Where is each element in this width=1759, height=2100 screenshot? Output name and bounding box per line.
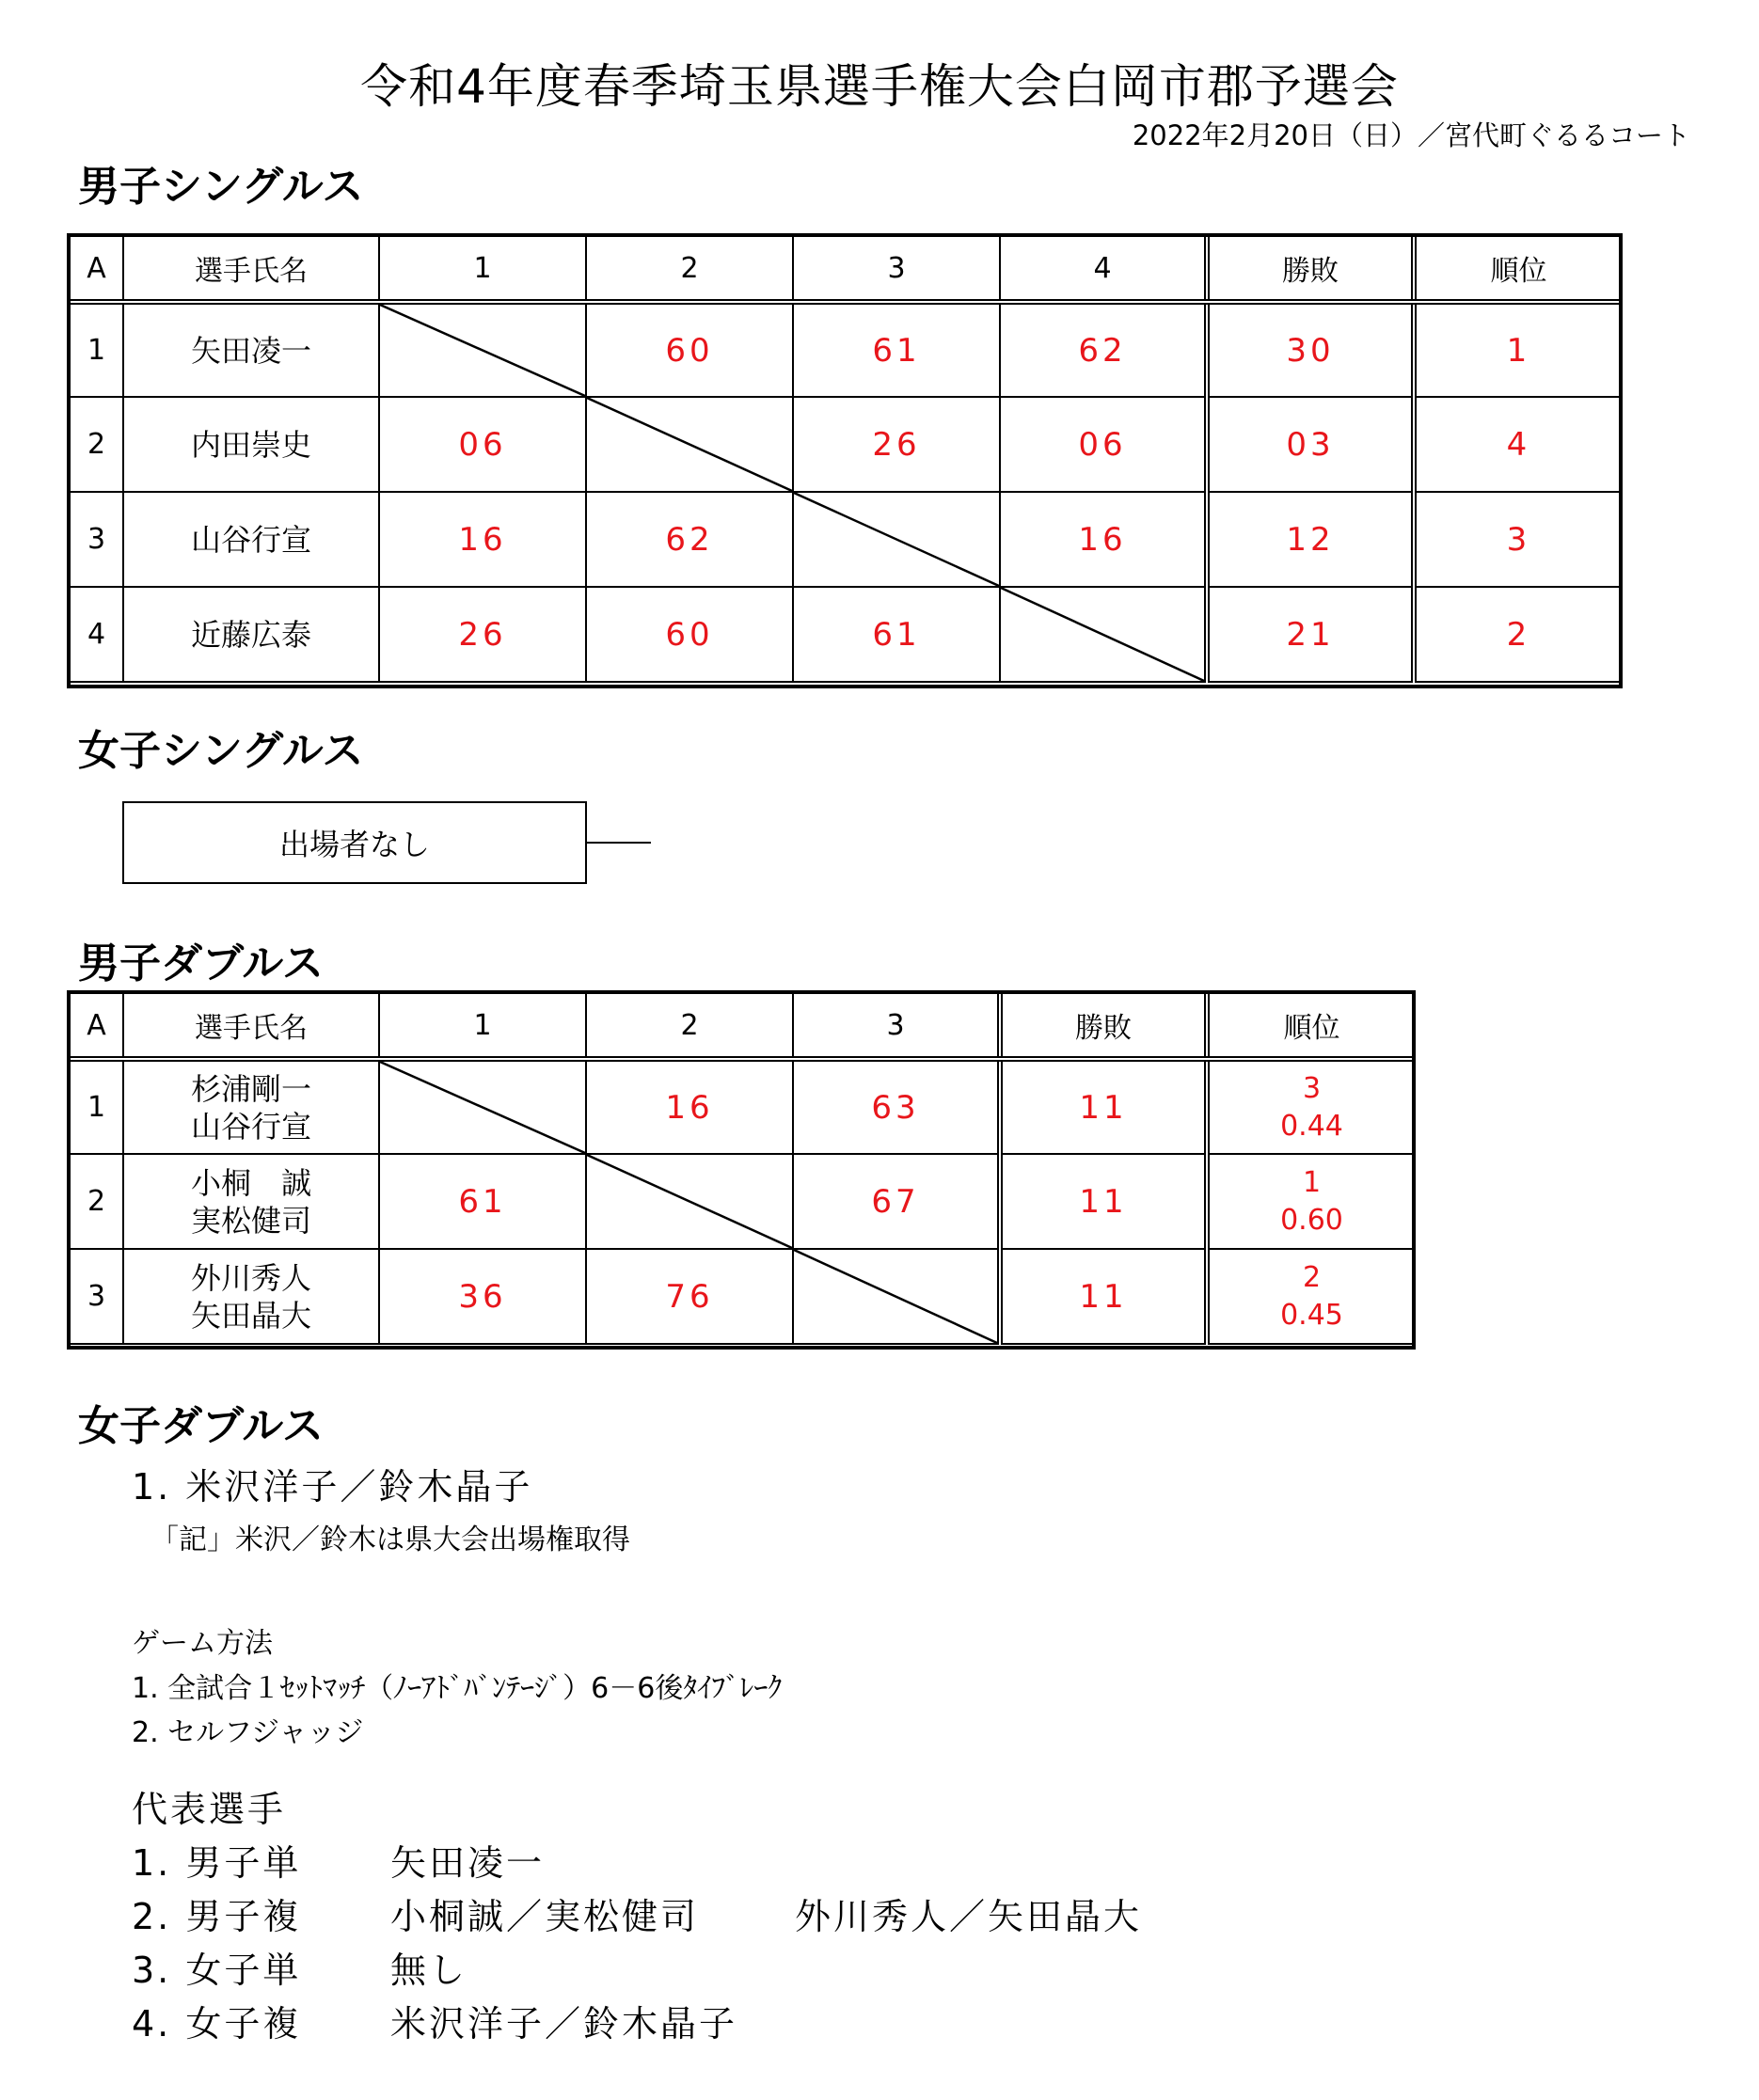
table-row <box>70 1059 1415 1154</box>
table-row <box>70 492 1622 587</box>
score-cell: 36 <box>379 1249 586 1344</box>
score-cell: 62 <box>586 492 793 587</box>
player-name: 実松健司 <box>190 1202 311 1239</box>
womens-singles-heading: 女子シングルス <box>78 727 364 775</box>
diagonal-cell <box>793 1249 1000 1344</box>
pair-names <box>123 1059 379 1154</box>
diagonal-cell <box>793 492 1000 587</box>
representative-value: 無し <box>390 1950 468 1991</box>
representatives-heading: 代表選手 <box>132 1789 287 1830</box>
diagonal-cell <box>379 302 586 397</box>
diagonal-cell <box>379 1059 586 1154</box>
diagonal-cell <box>586 1154 793 1249</box>
mens-singles-table <box>69 235 1623 683</box>
pair-names <box>123 1249 379 1344</box>
table-row <box>70 302 1622 397</box>
table-header-row <box>70 993 1415 1059</box>
win-loss-cell: 11 <box>1000 1059 1207 1154</box>
rank-cell <box>1207 1249 1415 1344</box>
row-number: 1 <box>70 302 123 397</box>
win-loss-cell: 12 <box>1207 492 1414 587</box>
player-name: 杉浦剛一 <box>190 1070 311 1107</box>
score-cell: 61 <box>379 1154 586 1249</box>
rank-value: 1 <box>1302 1165 1322 1199</box>
date-venue: 2022年2月20日（日）／宮代町ぐるるコート <box>1132 119 1690 151</box>
representative-label: 4. 女子複 <box>132 2003 302 2045</box>
rank-cell <box>1207 1154 1415 1249</box>
rank-ratio: 0.45 <box>1280 1298 1343 1332</box>
header-cell: 勝敗 <box>1000 993 1207 1059</box>
table-row <box>70 587 1622 682</box>
mens-singles-heading: 男子シングルス <box>78 163 364 211</box>
row-number: 2 <box>70 397 123 492</box>
rank-cell: 4 <box>1414 397 1622 492</box>
header-cell: 2 <box>586 993 793 1059</box>
womens-doubles-note: 「記」米沢／鈴木は県大会出場権取得 <box>151 1524 630 1556</box>
table-header-row <box>70 236 1622 302</box>
header-cell: 順位 <box>1207 993 1415 1059</box>
score-cell: 76 <box>586 1249 793 1344</box>
pair-names <box>123 1154 379 1249</box>
header-cell: 選手氏名 <box>123 236 379 302</box>
score-cell: 61 <box>793 302 1000 397</box>
game-method-item: 2. セルフジャッジ <box>132 1716 364 1749</box>
representative-label: 2. 男子複 <box>132 1896 302 1937</box>
rank-ratio: 0.44 <box>1280 1109 1343 1143</box>
rank-value: 2 <box>1302 1260 1322 1294</box>
player-name: 矢田凌一 <box>123 302 379 397</box>
win-loss-cell: 11 <box>1000 1249 1207 1344</box>
win-loss-cell: 30 <box>1207 302 1414 397</box>
representative-label: 3. 女子単 <box>132 1950 302 1991</box>
score-cell: 06 <box>1000 397 1207 492</box>
header-cell: A <box>70 993 123 1059</box>
rank-cell: 3 <box>1414 492 1622 587</box>
page-title: 令和4年度春季埼玉県選手権大会白岡市郡予選会 <box>360 59 1399 114</box>
score-cell: 60 <box>586 302 793 397</box>
player-name: 山谷行宣 <box>190 1108 311 1145</box>
rank-value: 3 <box>1302 1071 1322 1105</box>
header-cell: 3 <box>793 993 1000 1059</box>
representative-label: 1. 男子単 <box>132 1842 302 1884</box>
representative-value: 小桐誠／実松健司 <box>390 1896 700 1937</box>
no-entrants-box: 出場者なし <box>122 801 587 884</box>
mens-doubles-table <box>69 992 1416 1345</box>
win-loss-cell: 11 <box>1000 1154 1207 1249</box>
header-cell: 4 <box>1000 236 1207 302</box>
score-cell: 60 <box>586 587 793 682</box>
player-name: 小桐 誠 <box>190 1164 311 1201</box>
row-number: 4 <box>70 587 123 682</box>
player-name: 近藤広泰 <box>123 587 379 682</box>
player-name: 矢田晶大 <box>190 1297 311 1334</box>
womens-doubles-heading: 女子ダブルス <box>78 1402 324 1450</box>
row-number: 3 <box>70 1249 123 1344</box>
score-cell: 61 <box>793 587 1000 682</box>
score-cell: 26 <box>793 397 1000 492</box>
header-cell: 2 <box>586 236 793 302</box>
row-number: 3 <box>70 492 123 587</box>
rank-cell <box>1207 1059 1415 1154</box>
diagonal-cell <box>586 397 793 492</box>
header-cell: 勝敗 <box>1207 236 1414 302</box>
header-cell: 順位 <box>1414 236 1622 302</box>
rank-cell: 2 <box>1414 587 1622 682</box>
win-loss-cell: 03 <box>1207 397 1414 492</box>
player-name: 外川秀人 <box>190 1259 311 1296</box>
table-row <box>70 1154 1415 1249</box>
header-cell: 選手氏名 <box>123 993 379 1059</box>
rank-ratio: 0.60 <box>1280 1203 1343 1237</box>
row-number: 2 <box>70 1154 123 1249</box>
bracket-line <box>587 842 651 844</box>
score-cell: 16 <box>1000 492 1207 587</box>
game-method-item: 1. 全試合１ｾｯﾄﾏｯﾁ（ﾉｰｱﾄﾞﾊﾞﾝﾃｰｼﾞ）6－6後ﾀｲﾌﾞﾚｰｸ <box>132 1672 783 1705</box>
score-cell: 67 <box>793 1154 1000 1249</box>
player-name: 山谷行宣 <box>123 492 379 587</box>
diagonal-cell <box>1000 587 1207 682</box>
header-cell: 1 <box>379 236 586 302</box>
womens-doubles-result: 1. 米沢洋子／鈴木晶子 <box>132 1466 533 1508</box>
mens-doubles-heading: 男子ダブルス <box>78 939 324 987</box>
representative-value-2: 外川秀人／矢田晶大 <box>795 1896 1143 1937</box>
table-row <box>70 397 1622 492</box>
rank-cell: 1 <box>1414 302 1622 397</box>
game-method-heading: ゲーム方法 <box>132 1627 273 1660</box>
header-cell: 3 <box>793 236 1000 302</box>
header-cell: 1 <box>379 993 586 1059</box>
table-row <box>70 1249 1415 1344</box>
representative-value: 米沢洋子／鈴木晶子 <box>390 2003 738 2045</box>
score-cell: 06 <box>379 397 586 492</box>
header-cell: A <box>70 236 123 302</box>
representative-value: 矢田凌一 <box>390 1842 546 1884</box>
player-name: 内田崇史 <box>123 397 379 492</box>
score-cell: 26 <box>379 587 586 682</box>
score-cell: 63 <box>793 1059 1000 1154</box>
score-cell: 62 <box>1000 302 1207 397</box>
score-cell: 16 <box>379 492 586 587</box>
score-cell: 16 <box>586 1059 793 1154</box>
win-loss-cell: 21 <box>1207 587 1414 682</box>
row-number: 1 <box>70 1059 123 1154</box>
